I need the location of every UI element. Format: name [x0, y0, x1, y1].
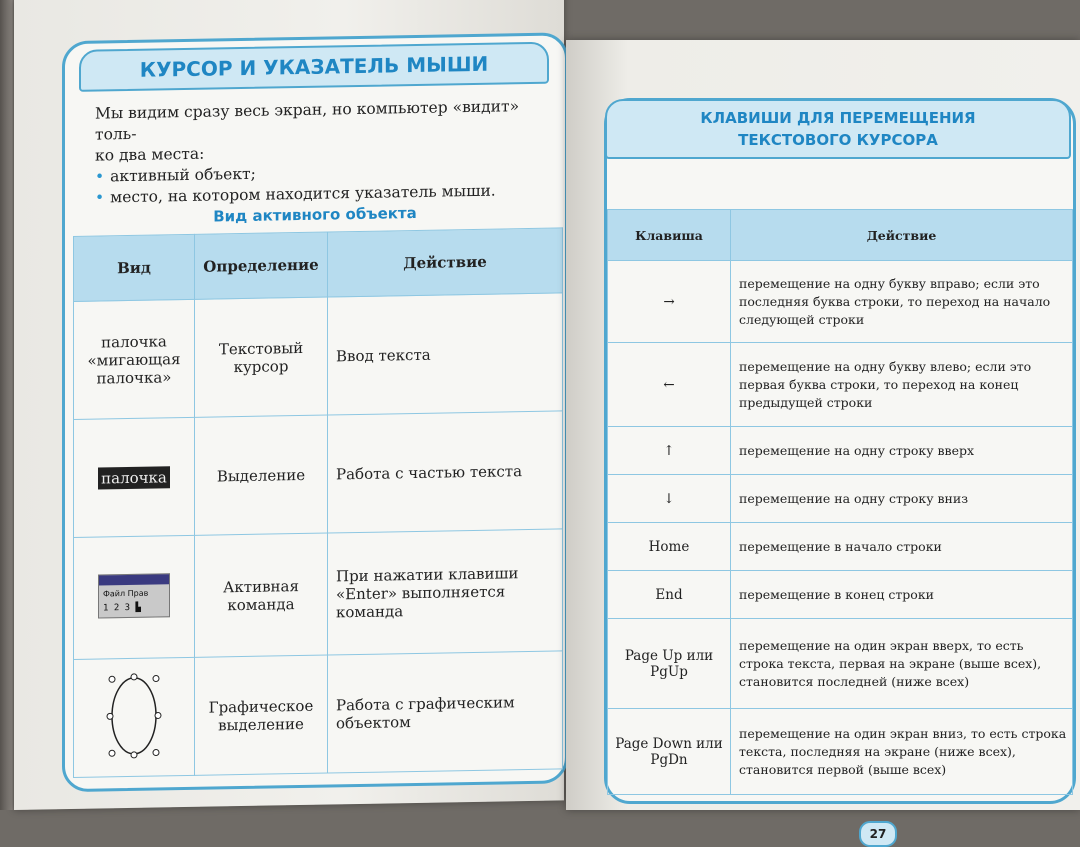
- page-number: 27: [859, 821, 897, 847]
- table-cell: Графическое выделение: [195, 655, 328, 775]
- bullet-item: • место, на котором находится указатель мыши.: [95, 181, 496, 207]
- table-header: Клавиша: [608, 210, 731, 261]
- right-title-line-1: КЛАВИШИ ДЛЯ ПЕРЕМЕЩЕНИЯ: [700, 109, 976, 127]
- key-cell: Page Up или PgUp: [608, 619, 731, 709]
- right-title-line-2: ТЕКСТОВОГО КУРСОРА: [738, 131, 938, 149]
- bullet-icon: •: [95, 167, 105, 186]
- action-cell: перемещение на одну букву вправо; если это последняя буква строки, то переход на начало следующей строки: [731, 261, 1073, 343]
- action-cell: перемещение на один экран вниз, то есть строка текста, последняя на экране (ниже всех), становится первой (выше всех): [731, 709, 1073, 795]
- bullet-icon: •: [95, 188, 105, 207]
- table-header-row: [74, 228, 563, 302]
- table-row: [608, 523, 1073, 571]
- table-header-row: [608, 210, 1073, 261]
- table-cell: Работа с графическим объектом: [328, 651, 563, 773]
- ellipse-selection-icon: [104, 670, 164, 761]
- intro-text: [95, 96, 555, 209]
- table-cell: Работа с частью текста: [328, 411, 563, 533]
- table-row: [74, 293, 563, 420]
- table-row: [608, 475, 1073, 523]
- left-page: [14, 0, 564, 810]
- key-cell: →: [608, 261, 731, 343]
- table-header: Действие: [731, 210, 1073, 261]
- table-row: [608, 571, 1073, 619]
- table-row: [74, 651, 563, 778]
- left-page-title: КУРСОР И УКАЗАТЕЛЬ МЫШИ: [79, 42, 549, 92]
- table-header: Действие: [328, 228, 563, 297]
- table-row: [608, 343, 1073, 427]
- table-cell: Активная команда: [195, 533, 328, 657]
- table-cell: Выделение: [195, 415, 328, 535]
- table-row: [608, 261, 1073, 343]
- action-cell: перемещение в начало строки: [731, 523, 1073, 571]
- table-row: [608, 619, 1073, 709]
- action-cell: перемещение на одну букву влево; если это первая буква строки, то переход на конец предыдущей строки: [731, 343, 1073, 427]
- key-cell: ←: [608, 343, 731, 427]
- table-row: [608, 427, 1073, 475]
- table-cell: Текстовый курсор: [195, 297, 328, 417]
- table-header: Определение: [195, 232, 328, 299]
- right-page-title: [605, 99, 1071, 159]
- table-cell: При нажатии клавиши «Enter» выполняется команда: [328, 529, 563, 655]
- active-object-table: [73, 227, 563, 778]
- action-cell: перемещение на одну строку вверх: [731, 427, 1073, 475]
- section-subtitle: Вид активного объекта: [213, 203, 417, 226]
- key-cell: End: [608, 571, 731, 619]
- action-cell: перемещение в конец строки: [731, 571, 1073, 619]
- key-cell: Page Down или PgDn: [608, 709, 731, 795]
- table-row: [74, 529, 563, 660]
- intro-line-2: ко два места:: [95, 144, 205, 165]
- action-cell: перемещение на одну строку вниз: [731, 475, 1073, 523]
- table-row: [74, 411, 563, 538]
- table-cell: палочка «мигающая палочка»: [74, 299, 195, 419]
- intro-line-1: Мы видим сразу весь экран, но компьютер «видит» толь-: [95, 97, 520, 144]
- left-page-frame: [62, 32, 568, 792]
- table-cell: Ввод текста: [328, 293, 563, 415]
- menu-screenshot-icon: Файл Прав 1 2 3 ▙: [98, 573, 170, 618]
- key-cell: ↓: [608, 475, 731, 523]
- key-cell: Home: [608, 523, 731, 571]
- right-page: [566, 40, 1080, 841]
- table-cell: [74, 417, 195, 537]
- bullet-item: • активный объект;: [95, 164, 256, 186]
- selected-text-sample: палочка: [98, 466, 170, 489]
- action-cell: перемещение на один экран вверх, то есть строка текста, первая на экране (выше всех), становится последней (ниже всех): [731, 619, 1073, 709]
- table-cell: [74, 535, 195, 659]
- key-cell: ↑: [608, 427, 731, 475]
- table-header: Вид: [74, 234, 195, 301]
- table-row: [608, 709, 1073, 795]
- cursor-keys-table: [607, 209, 1073, 795]
- table-cell: [74, 657, 195, 777]
- right-page-frame: [604, 98, 1076, 841]
